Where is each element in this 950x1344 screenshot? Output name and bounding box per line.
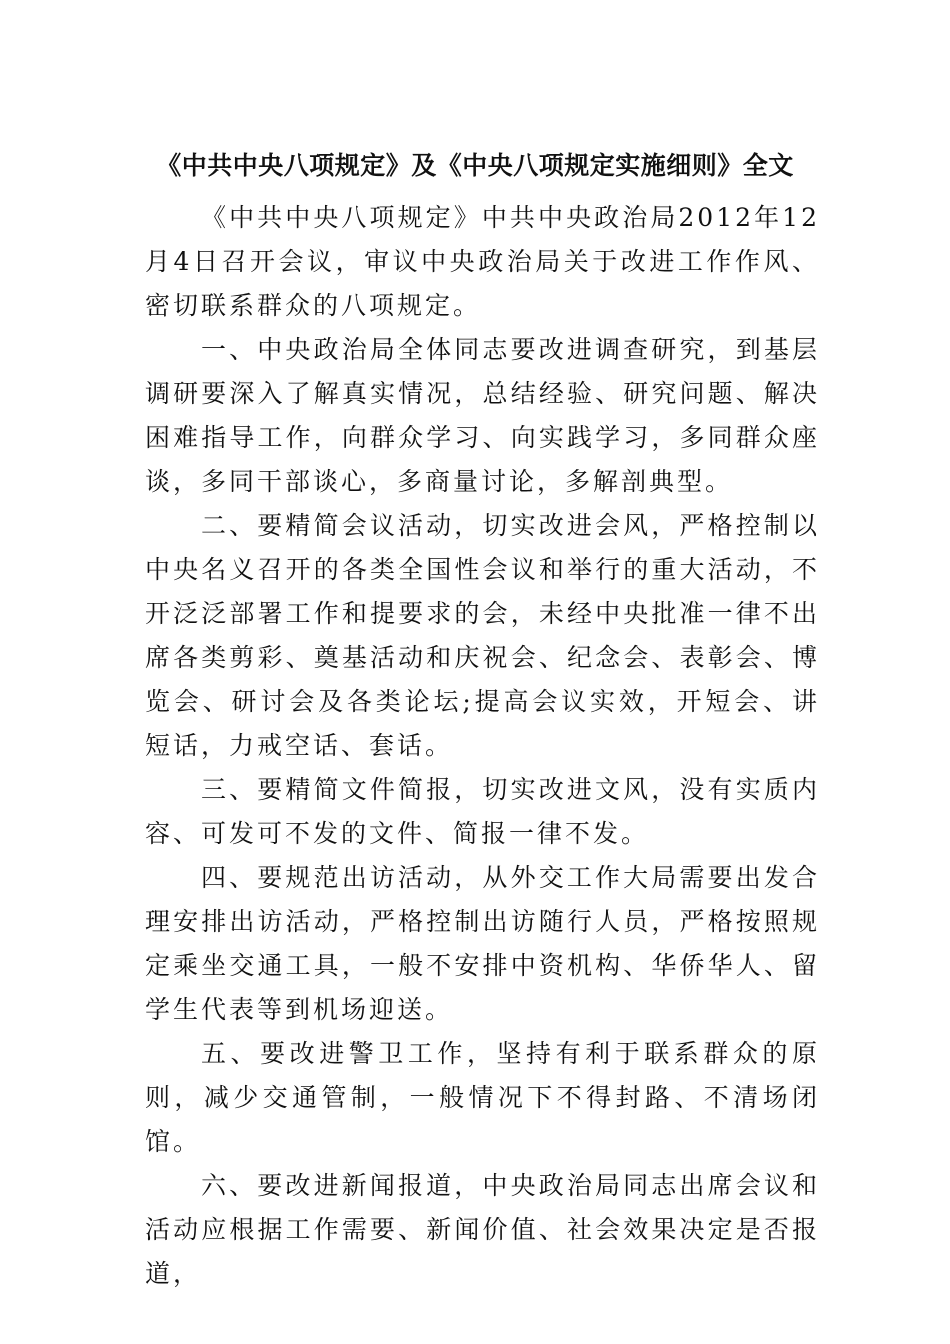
paragraph-rule-5: 五、要改进警卫工作，坚持有利于联系群众的原则，减少交通管制，一般情况下不得封路、不清场闭馆。 (145, 1039, 820, 1156)
paragraph-rule-2: 二、要精简会议活动，切实改进会风，严格控制以中央名义召开的各类全国性会议和举行的重大活动，不开泛泛部署工作和提要求的会，未经中央批准一律不出席各类剪彩、奠基活动和庆祝会、纪念会、表彰会、博览会、研讨会及各类论坛;提高会议实效，开短会、讲短话，力戒空话、套话。 (145, 511, 820, 760)
document-body (145, 196, 820, 1296)
paragraph-rule-1: 一、中央政治局全体同志要改进调查研究，到基层调研要深入了解真实情况，总结经验、研究问题、解决困难指导工作，向群众学习、向实践学习，多同群众座谈，多同干部谈心，多商量讨论，多解剖典型。 (145, 335, 820, 496)
paragraph-intro: 《中共中央八项规定》中共中央政治局2012年12月4日召开会议，审议中央政治局关于改进工作作风、密切联系群众的八项规定。 (145, 203, 820, 320)
paragraph-rule-4: 四、要规范出访活动，从外交工作大局需要出发合理安排出访活动，严格控制出访随行人员，严格按照规定乘坐交通工具，一般不安排中资机构、华侨华人、留学生代表等到机场迎送。 (145, 863, 820, 1024)
paragraph-rule-6: 六、要改进新闻报道，中央政治局同志出席会议和活动应根据工作需要、新闻价值、社会效果决定是否报道， (145, 1171, 820, 1288)
paragraph-rule-3: 三、要精简文件简报，切实改进文风，没有实质内容、可发可不发的文件、简报一律不发。 (145, 775, 820, 848)
document-title: 《中共中央八项规定》及《中央八项规定实施细则》全文 (156, 151, 794, 180)
